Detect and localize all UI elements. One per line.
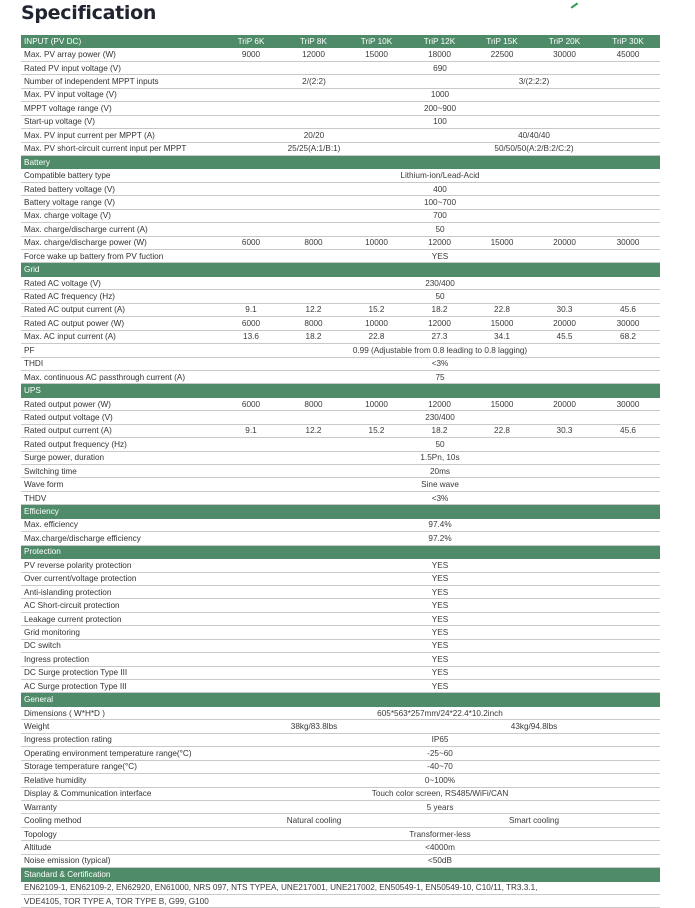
- spec-value: 15.2: [345, 424, 408, 437]
- model-header-trip-12k: TriP 12K: [408, 35, 471, 48]
- section-header-ups: [21, 384, 660, 397]
- section-header-standard-certification: [21, 868, 660, 881]
- spec-row: [21, 397, 660, 410]
- spec-value: 22.8: [345, 330, 408, 343]
- spec-label: Number of independent MPPT inputs: [21, 75, 220, 88]
- spec-label: Display & Communication interface: [21, 787, 220, 800]
- spec-row: [21, 276, 660, 289]
- spec-value: 100: [220, 115, 660, 128]
- section-header-battery: [21, 155, 660, 168]
- section-title: Grid: [21, 263, 220, 276]
- spec-value: <3%: [220, 357, 660, 370]
- spec-row: [21, 720, 660, 733]
- spec-label: Rated AC frequency (Hz): [21, 290, 220, 303]
- section-title: UPS: [21, 384, 220, 397]
- spec-row: [21, 733, 660, 746]
- spec-row: [21, 747, 660, 760]
- section-header-fill: [220, 693, 660, 706]
- spec-value: 8000: [282, 397, 345, 410]
- section-header-fill: [220, 155, 660, 168]
- spec-row: [21, 75, 660, 88]
- spec-label: Surge power, duration: [21, 451, 220, 464]
- spec-label: Rated output frequency (Hz): [21, 438, 220, 451]
- spec-row: [21, 357, 660, 370]
- spec-value: 13.6: [220, 330, 282, 343]
- spec-value: 50: [220, 290, 660, 303]
- spec-row: [21, 290, 660, 303]
- spec-value: 20ms: [220, 465, 660, 478]
- spec-value: 38kg/83.8lbs: [220, 720, 408, 733]
- spec-value: 10000: [345, 236, 408, 249]
- spec-label: Max. charge/discharge current (A): [21, 223, 220, 236]
- spec-label: Rated output voltage (V): [21, 411, 220, 424]
- spec-label: Max. continuous AC passthrough current (A): [21, 370, 220, 383]
- spec-label: Dimensions ( W*H*D ): [21, 706, 220, 719]
- spec-label: THDI: [21, 357, 220, 370]
- spec-value: 12000: [282, 48, 345, 61]
- spec-label: PV reverse polarity protection: [21, 559, 220, 572]
- section-header-fill: [220, 545, 660, 558]
- spec-row: [21, 88, 660, 101]
- spec-row: [21, 800, 660, 813]
- spec-row: [21, 827, 660, 840]
- spec-row: [21, 370, 660, 383]
- spec-label: PF: [21, 344, 220, 357]
- spec-row: [21, 115, 660, 128]
- spec-value: <4000m: [220, 841, 660, 854]
- spec-row: [21, 223, 660, 236]
- spec-value: 40/40/40: [408, 129, 660, 142]
- spec-row: [21, 639, 660, 652]
- spec-value: 6000: [220, 236, 282, 249]
- section-header-fill: [220, 384, 660, 397]
- spec-row: [21, 760, 660, 773]
- spec-value: -25~60: [220, 747, 660, 760]
- spec-value: <3%: [220, 491, 660, 504]
- spec-value: 200~900: [220, 102, 660, 115]
- spec-row: [21, 411, 660, 424]
- spec-value: 18000: [408, 48, 471, 61]
- spec-label: Compatible battery type: [21, 169, 220, 182]
- spec-row: [21, 344, 660, 357]
- spec-row: [21, 478, 660, 491]
- spec-value: 50: [220, 438, 660, 451]
- spec-value: YES: [220, 572, 660, 585]
- spec-value: 45000: [596, 48, 660, 61]
- spec-label: Start-up voltage (V): [21, 115, 220, 128]
- section-header-fill: [220, 505, 660, 518]
- spec-value: YES: [220, 599, 660, 612]
- section-title: Standard & Certification: [21, 868, 220, 881]
- spec-label: Max. efficiency: [21, 518, 220, 531]
- model-header-trip-30k: TriP 30K: [596, 35, 660, 48]
- model-header-trip-8k: TriP 8K: [282, 35, 345, 48]
- spec-label: Rated AC voltage (V): [21, 276, 220, 289]
- spec-value: 15.2: [345, 303, 408, 316]
- spec-label: Warranty: [21, 800, 220, 813]
- spec-value: 8000: [282, 236, 345, 249]
- spec-value: 8000: [282, 317, 345, 330]
- spec-label: Max. charge/discharge power (W): [21, 236, 220, 249]
- spec-label: DC Surge protection Type III: [21, 666, 220, 679]
- spec-value: 30000: [596, 236, 660, 249]
- spec-value: 1.5Pn, 10s: [220, 451, 660, 464]
- section-header-fill: [220, 868, 660, 881]
- spec-value: Sine wave: [220, 478, 660, 491]
- spec-value: 68.2: [596, 330, 660, 343]
- spec-row: [21, 841, 660, 854]
- spec-value: 400: [220, 182, 660, 195]
- brand-accent-mark: [568, 0, 579, 9]
- spec-value: YES: [220, 585, 660, 598]
- spec-value: YES: [220, 559, 660, 572]
- section-title: Protection: [21, 545, 220, 558]
- certification-text: VDE4105, TOR TYPE A, TOR TYPE B, G99, G100: [21, 895, 660, 908]
- spec-value: YES: [220, 626, 660, 639]
- spec-value: 15000: [471, 236, 533, 249]
- spec-value: <50dB: [220, 854, 660, 867]
- spec-row: [21, 61, 660, 74]
- spec-value: Touch color screen, RS485/WiFi/CAN: [220, 787, 660, 800]
- spec-row: [21, 330, 660, 343]
- spec-value: Lithium-ion/Lead-Acid: [220, 169, 660, 182]
- spec-label: Ingress protection rating: [21, 733, 220, 746]
- spec-value: 6000: [220, 397, 282, 410]
- spec-label: Rated output power (W): [21, 397, 220, 410]
- spec-label: Switching time: [21, 465, 220, 478]
- spec-label: MPPT voltage range (V): [21, 102, 220, 115]
- spec-label: Grid monitoring: [21, 626, 220, 639]
- spec-value: 15000: [345, 48, 408, 61]
- spec-row: [21, 438, 660, 451]
- spec-value: YES: [220, 666, 660, 679]
- model-header-trip-15k: TriP 15K: [471, 35, 533, 48]
- spec-value: 20000: [533, 236, 596, 249]
- spec-label: Force wake up battery from PV fuction: [21, 250, 220, 263]
- spec-value: 30000: [596, 317, 660, 330]
- spec-label: Topology: [21, 827, 220, 840]
- model-header-trip-20k: TriP 20K: [533, 35, 596, 48]
- spec-value: 12000: [408, 397, 471, 410]
- spec-value: 45.5: [533, 330, 596, 343]
- certification-text: EN62109-1, EN62109-2, EN62920, EN61000, NRS 097, NTS TYPEA, UNE217001, UNE217002, EN50549-1, EN50549-10, C10/11, TR3.3.1,: [21, 881, 660, 894]
- spec-value: 50/50/50(A:2/B:2/C:2): [408, 142, 660, 155]
- spec-value: 20000: [533, 397, 596, 410]
- spec-row: [21, 182, 660, 195]
- spec-label: Wave form: [21, 478, 220, 491]
- section-header-fill: [220, 263, 660, 276]
- spec-row: [21, 680, 660, 693]
- spec-label: Operating environment temperature range(°C): [21, 747, 220, 760]
- section-title: INPUT (PV DC): [21, 35, 220, 48]
- spec-row: [21, 666, 660, 679]
- spec-value: 9.1: [220, 424, 282, 437]
- spec-row: [21, 532, 660, 545]
- spec-row: [21, 854, 660, 867]
- spec-label: Noise emission (typical): [21, 854, 220, 867]
- spec-value: 22500: [471, 48, 533, 61]
- spec-label: Altitude: [21, 841, 220, 854]
- spec-value: 700: [220, 209, 660, 222]
- spec-row: [21, 626, 660, 639]
- spec-label: AC Surge protection Type III: [21, 680, 220, 693]
- spec-row: [21, 48, 660, 61]
- spec-value: 34.1: [471, 330, 533, 343]
- page-title: Specification: [21, 2, 157, 24]
- section-header-protection: [21, 545, 660, 558]
- spec-value: 97.4%: [220, 518, 660, 531]
- spec-label: Rated output current (A): [21, 424, 220, 437]
- spec-value: 18.2: [408, 424, 471, 437]
- spec-value: 12.2: [282, 303, 345, 316]
- certification-row: [21, 881, 660, 894]
- spec-value: YES: [220, 639, 660, 652]
- spec-row: [21, 196, 660, 209]
- spec-row: [21, 303, 660, 316]
- spec-label: THDV: [21, 491, 220, 504]
- spec-value: 30000: [596, 397, 660, 410]
- spec-value: 10000: [345, 397, 408, 410]
- spec-value: 43kg/94.8lbs: [408, 720, 660, 733]
- spec-label: Rated AC output power (W): [21, 317, 220, 330]
- spec-value: YES: [220, 612, 660, 625]
- spec-value: 50: [220, 223, 660, 236]
- spec-value: 3/(2:2:2): [408, 75, 660, 88]
- spec-value: 30.3: [533, 303, 596, 316]
- spec-value: 15000: [471, 397, 533, 410]
- model-header-trip-10k: TriP 10K: [345, 35, 408, 48]
- spec-value: 9.1: [220, 303, 282, 316]
- spec-value: 6000: [220, 317, 282, 330]
- spec-row: [21, 787, 660, 800]
- spec-row: [21, 129, 660, 142]
- spec-value: YES: [220, 653, 660, 666]
- spec-row: [21, 102, 660, 115]
- spec-label: Anti-islanding protection: [21, 585, 220, 598]
- spec-row: [21, 653, 660, 666]
- spec-row: [21, 585, 660, 598]
- spec-value: 18.2: [408, 303, 471, 316]
- spec-row: [21, 250, 660, 263]
- spec-value: IP65: [220, 733, 660, 746]
- section-header-efficiency: [21, 505, 660, 518]
- spec-value: 12000: [408, 236, 471, 249]
- section-title: General: [21, 693, 220, 706]
- spec-value: 100~700: [220, 196, 660, 209]
- section-header-input-pv-dc: [21, 35, 660, 48]
- spec-value: 97.2%: [220, 532, 660, 545]
- spec-label: Over current/voltage protection: [21, 572, 220, 585]
- spec-label: Max. PV array power (W): [21, 48, 220, 61]
- spec-value: 5 years: [220, 800, 660, 813]
- spec-value: 15000: [471, 317, 533, 330]
- spec-label: Rated AC output current (A): [21, 303, 220, 316]
- spec-value: 12.2: [282, 424, 345, 437]
- spec-row: [21, 424, 660, 437]
- spec-value: 10000: [345, 317, 408, 330]
- spec-label: Leakage current protection: [21, 612, 220, 625]
- spec-value: 30.3: [533, 424, 596, 437]
- spec-label: Relative humidity: [21, 774, 220, 787]
- spec-row: [21, 518, 660, 531]
- spec-row: [21, 612, 660, 625]
- spec-label: Max. charge voltage (V): [21, 209, 220, 222]
- spec-value: 1000: [220, 88, 660, 101]
- spec-label: Max. PV input current per MPPT (A): [21, 129, 220, 142]
- spec-value: 20000: [533, 317, 596, 330]
- spec-row: [21, 209, 660, 222]
- spec-value: 30000: [533, 48, 596, 61]
- spec-label: Max. PV short-circuit current input per MPPT: [21, 142, 220, 155]
- spec-value: 605*563*257mm/24*22.4*10.2inch: [220, 706, 660, 719]
- spec-value: -40~70: [220, 760, 660, 773]
- spec-row: [21, 774, 660, 787]
- spec-value: 230/400: [220, 276, 660, 289]
- spec-row: [21, 465, 660, 478]
- spec-value: 9000: [220, 48, 282, 61]
- spec-value: YES: [220, 680, 660, 693]
- spec-value: 12000: [408, 317, 471, 330]
- spec-label: Max. PV input voltage (V): [21, 88, 220, 101]
- spec-row: [21, 317, 660, 330]
- spec-row: [21, 706, 660, 719]
- spec-value: 0~100%: [220, 774, 660, 787]
- spec-label: Battery voltage range (V): [21, 196, 220, 209]
- spec-label: Rated PV input voltage (V): [21, 61, 220, 74]
- spec-value: 45.6: [596, 424, 660, 437]
- spec-row: [21, 142, 660, 155]
- specification-table: [21, 35, 660, 908]
- spec-row: [21, 169, 660, 182]
- spec-row: [21, 599, 660, 612]
- spec-label: Cooling method: [21, 814, 220, 827]
- spec-value: 690: [220, 61, 660, 74]
- spec-row: [21, 559, 660, 572]
- spec-value: 0.99 (Adjustable from 0.8 leading to 0.8 lagging): [220, 344, 660, 357]
- spec-label: Rated battery voltage (V): [21, 182, 220, 195]
- spec-value: 22.8: [471, 424, 533, 437]
- spec-row: [21, 491, 660, 504]
- spec-value: 2/(2:2): [220, 75, 408, 88]
- spec-row: [21, 814, 660, 827]
- spec-value: 25/25(A:1/B:1): [220, 142, 408, 155]
- spec-value: 45.6: [596, 303, 660, 316]
- section-title: Efficiency: [21, 505, 220, 518]
- spec-value: 18.2: [282, 330, 345, 343]
- spec-value: 75: [220, 370, 660, 383]
- spec-row: [21, 451, 660, 464]
- spec-label: AC Short-circuit protection: [21, 599, 220, 612]
- spec-value: 230/400: [220, 411, 660, 424]
- specification-table-body: [21, 35, 660, 908]
- spec-value: Natural cooling: [220, 814, 408, 827]
- spec-label: DC switch: [21, 639, 220, 652]
- spec-value: Transformer-less: [220, 827, 660, 840]
- spec-label: Ingress protection: [21, 653, 220, 666]
- spec-value: 27.3: [408, 330, 471, 343]
- section-title: Battery: [21, 155, 220, 168]
- certification-row: [21, 895, 660, 908]
- spec-value: 22.8: [471, 303, 533, 316]
- spec-label: Weight: [21, 720, 220, 733]
- section-header-general: [21, 693, 660, 706]
- spec-label: Max. AC input current (A): [21, 330, 220, 343]
- spec-label: Max.charge/discharge efficiency: [21, 532, 220, 545]
- model-header-trip-6k: TriP 6K: [220, 35, 282, 48]
- spec-label: Storage temperature range(°C): [21, 760, 220, 773]
- spec-row: [21, 236, 660, 249]
- spec-row: [21, 572, 660, 585]
- section-header-grid: [21, 263, 660, 276]
- spec-value: 20/20: [220, 129, 408, 142]
- spec-value: YES: [220, 250, 660, 263]
- spec-value: Smart cooling: [408, 814, 660, 827]
